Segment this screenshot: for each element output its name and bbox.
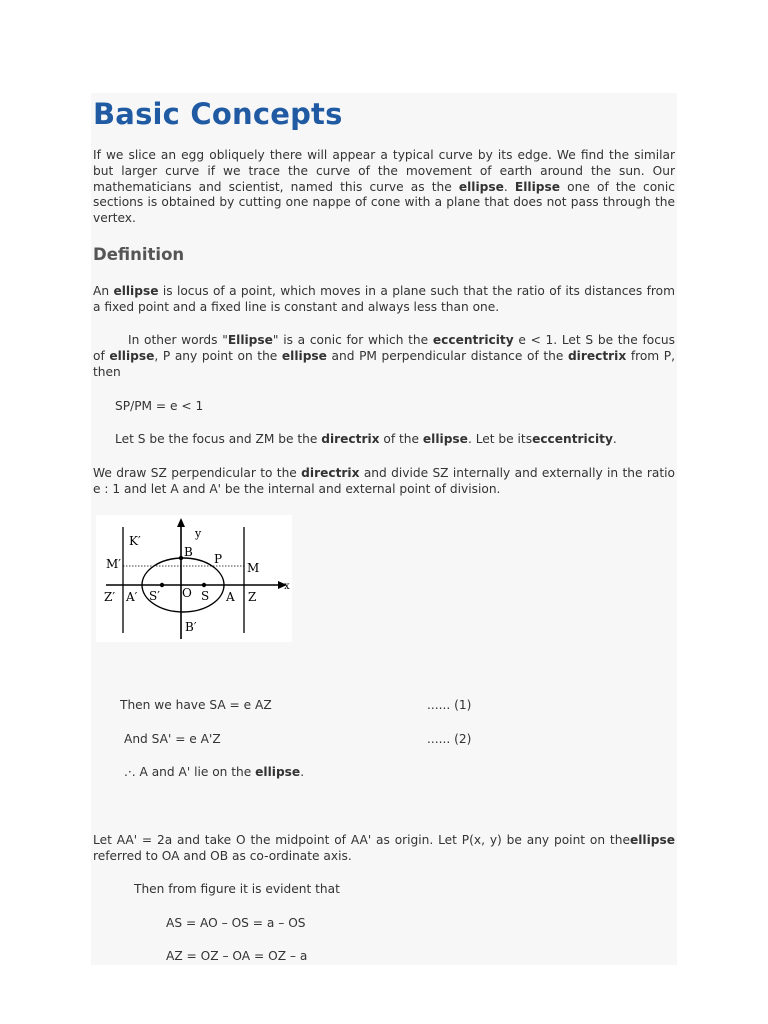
def2-text-4: , P any point on the [154, 348, 282, 363]
intro-text-1: If we slice an egg obliquely there will appear a typical curve by its edge. We find the similar but larger curve if we trace the curve of the movement of earth around the sun. Our mathematicians and scientist, named this curve as the [93, 148, 675, 194]
label-s-prime: S′ [149, 589, 160, 603]
def3-bold-ellipse: ellipse [422, 432, 468, 446]
def2-bold-eccentricity: eccentricity [432, 333, 514, 347]
label-x: x [284, 581, 290, 592]
document-page [91, 93, 677, 965]
label-z: Z [248, 590, 257, 604]
def2-bold-ellipse-3: ellipse [281, 348, 327, 363]
equation-2-number: ...... (2) [427, 732, 472, 746]
def3-text-4: . [612, 432, 617, 446]
def4-text-1: We draw SZ perpendicular to the [93, 466, 302, 480]
y-axis-arrow-icon [177, 518, 185, 527]
label-m: M [247, 561, 260, 575]
definition-paragraph-2 [93, 333, 675, 380]
as-equation: AS = AO – OS = a – OS [166, 916, 306, 930]
intro-text-3: one of the conic sections is obtained by cutting one nappe of cone with a plane that does not pass through the vertex. [93, 179, 675, 226]
label-b: B [184, 545, 193, 559]
definition-paragraph-1 [93, 284, 675, 316]
page-title: Basic Concepts [93, 97, 343, 131]
ellipse-figure [96, 515, 292, 642]
def2-bold-ellipse: Ellipse [227, 333, 273, 347]
equation-3 [124, 765, 304, 781]
label-y: y [195, 527, 202, 540]
def2-bold-ellipse-2: ellipse [109, 348, 155, 363]
label-b-prime: B′ [185, 620, 197, 634]
equation-2: And SA' = e A'Z [124, 732, 221, 746]
eq3-bold-ellipse: ellipse [255, 765, 301, 779]
ellipse-diagram [96, 515, 292, 642]
definition-heading: Definition [93, 245, 185, 264]
intro-paragraph [93, 148, 675, 227]
def2-text-5: and PM perpendicular distance of the [326, 348, 568, 363]
label-m-prime: M′ [106, 557, 122, 571]
definition-paragraph-3 [115, 432, 617, 448]
label-s: S [201, 589, 210, 603]
def4-bold-directrix: directrix [301, 466, 360, 480]
eq3-text-1: .·. A and A' lie on the [124, 765, 256, 779]
intro-bold-ellipse: ellipse [458, 179, 504, 194]
label-z-prime: Z′ [104, 590, 116, 604]
label-a: A [226, 590, 235, 604]
paragraph-5 [93, 833, 675, 865]
def3-text-3: . Let be its [467, 432, 533, 446]
label-a-prime: A′ [126, 590, 138, 604]
def2-text-6: from P, then [93, 348, 676, 379]
focus-s-prime-dot [160, 583, 164, 587]
def2-text-3: e < 1. Let S be the focus of [93, 333, 675, 363]
definition-paragraph-4 [93, 466, 675, 498]
label-o: O [182, 586, 192, 600]
def3-text-1: Let S be the focus and ZM be the [115, 432, 322, 446]
point-b-dot [179, 556, 183, 560]
ratio-equation: SP/PM = e < 1 [115, 399, 204, 413]
equation-1: Then we have SA = e AZ [120, 698, 272, 712]
def3-text-2: of the [379, 432, 423, 446]
label-k-prime: K′ [129, 534, 141, 548]
equation-1-number: ...... (1) [427, 698, 472, 712]
def3-bold-eccentricity: eccentricity [532, 432, 613, 446]
def1-text-2: is locus of a point, which moves in a plane such that the ratio of its distances from a fixed point and a fixed line is constant and always less than one. [93, 284, 675, 314]
def1-text-1: An [93, 284, 114, 298]
intro-text-2: . [503, 179, 515, 194]
label-p: P [214, 552, 223, 566]
p5-bold-ellipse: ellipse [629, 833, 675, 847]
focus-s-dot [202, 583, 206, 587]
p5-text-1: Let AA' = 2a and take O the midpoint of AA' as origin. Let P(x, y) be any point on the [93, 833, 630, 847]
evident-line: Then from figure it is evident that [134, 882, 340, 896]
def2-text-1: In other words " [128, 333, 228, 347]
eq3-text-2: . [300, 765, 305, 779]
def1-bold-ellipse: ellipse [113, 284, 159, 298]
def2-bold-directrix: directrix [567, 348, 627, 363]
def3-bold-directrix: directrix [321, 432, 380, 446]
intro-bold-ellipse-2: Ellipse [514, 179, 561, 194]
def4-text-2: and divide SZ internally and externally in the ratio e : 1 and let A and A' be the internal and external point of division. [93, 466, 675, 496]
def2-text-2: " is a conic for which the [272, 333, 433, 347]
az-equation: AZ = OZ – OA = OZ – a [166, 949, 308, 963]
p5-text-2: referred to OA and OB as co-ordinate axis. [93, 848, 352, 863]
